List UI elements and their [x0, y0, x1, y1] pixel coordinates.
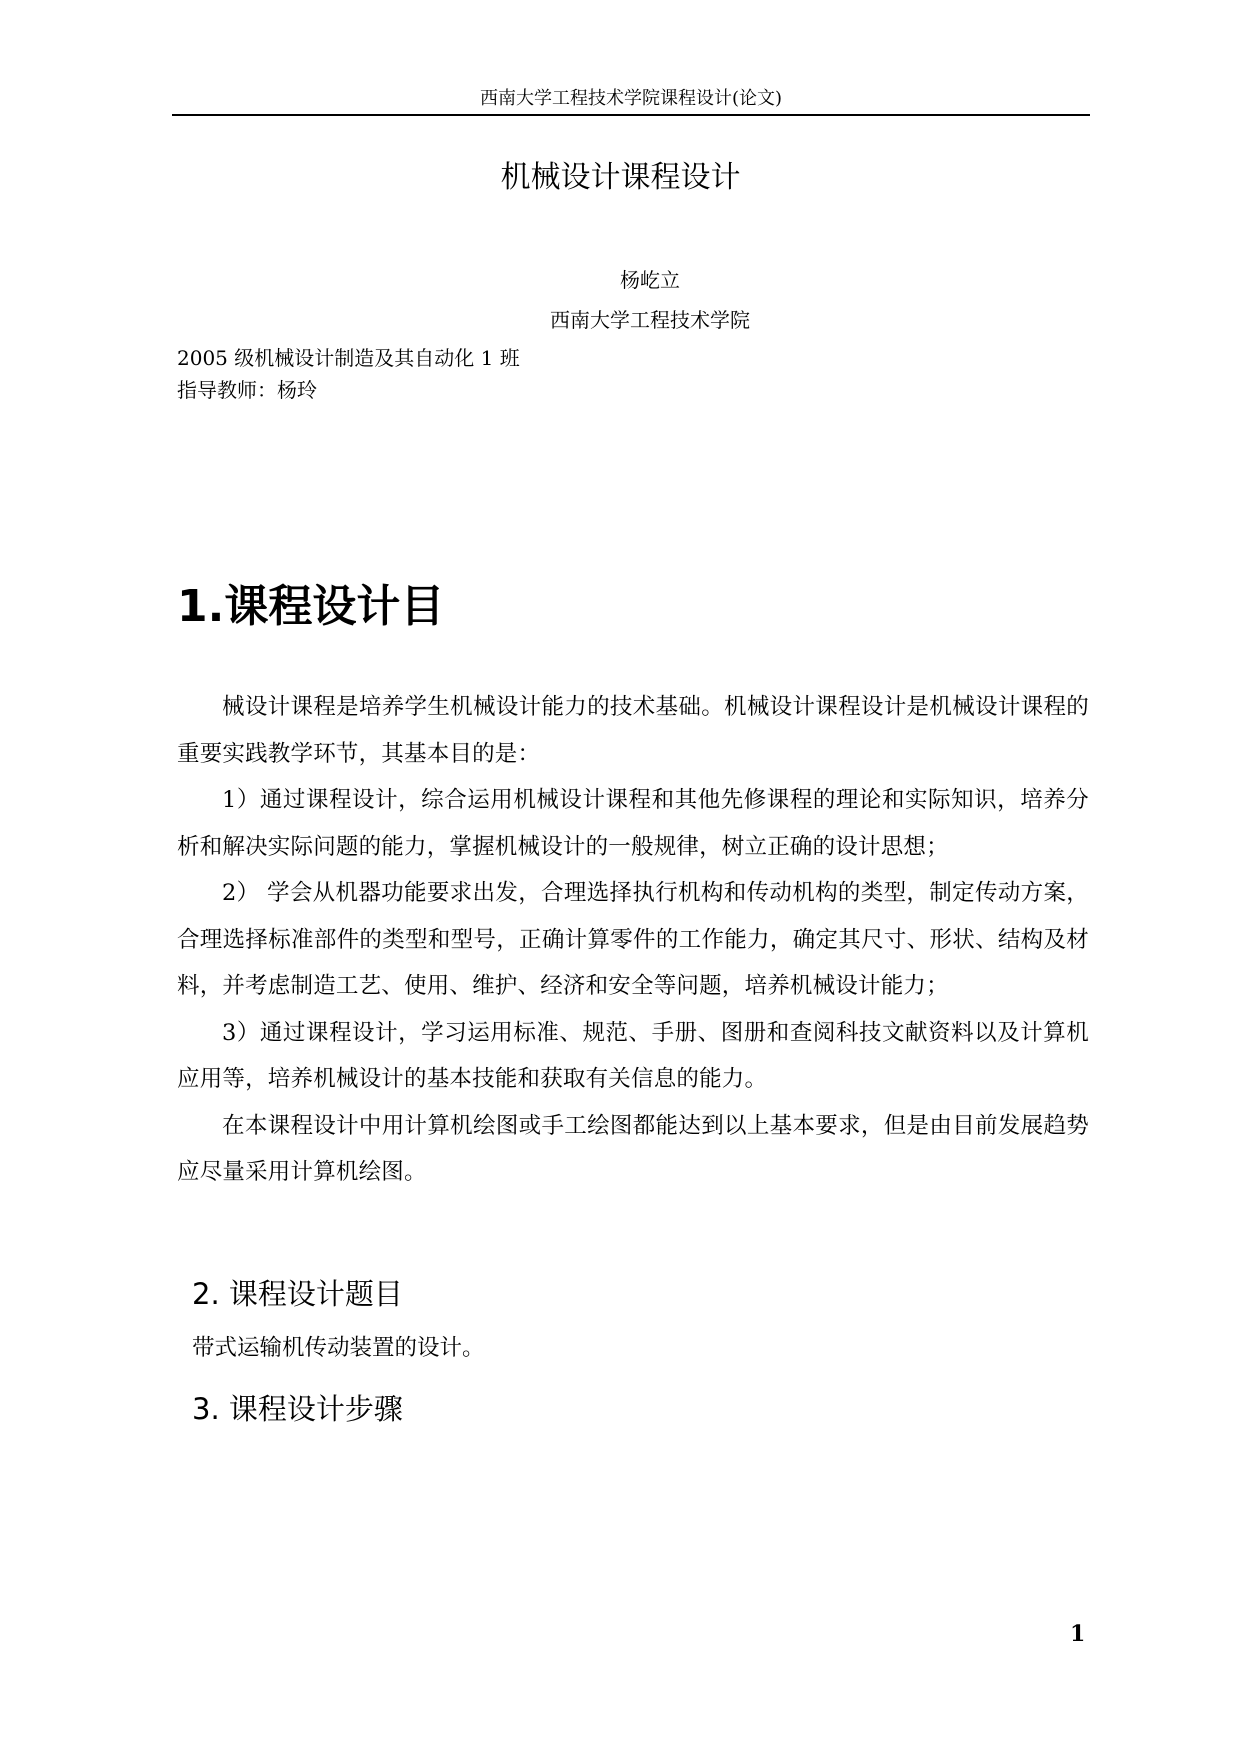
document-title: 机械设计课程设计 — [500, 160, 741, 195]
author-class: 2005 级机械设计制造及其自动化 1 班 — [177, 346, 520, 370]
page-number: 1 — [1070, 1621, 1086, 1647]
paragraph: 械设计课程是培养学生机械设计能力的技术基础。机械设计课程设计是机械设计课程的重要实践教学环节，其基本目的是： — [177, 694, 1089, 767]
author-affiliation: 西南大学工程技术学院 — [550, 308, 750, 332]
section-1-heading: 1.课程设计目 — [177, 581, 445, 632]
section-2-heading: 2. 课程设计题目 — [192, 1277, 403, 1311]
paragraph: 1）通过课程设计，综合运用机械设计课程和其他先修课程的理论和实际知识，培养分析和解决实际问题的能力，掌握机械设计的一般规律，树立正确的设计思想； — [177, 787, 1089, 860]
paragraph: 3）通过课程设计，学习运用标准、规范、手册、图册和查阅科技文献资料以及计算机应用等，培养机械设计的基本技能和获取有关信息的能力。 — [177, 1019, 1089, 1092]
header-rule — [172, 114, 1090, 116]
running-header: 西南大学工程技术学院课程设计(论文) — [479, 88, 783, 109]
section-2-body: 带式运输机传动装置的设计。 — [192, 1335, 485, 1361]
paragraph: 2） 学会从机器功能要求出发，合理选择执行机构和传动机构的类型，制定传动方案，合理选择标准部件的类型和型号，正确计算零件的工作能力，确定其尺寸、形状、结构及材料，并考虑制造工艺、使用、维护、经济和安全等问题，培养机械设计能力； — [177, 880, 1089, 999]
section-1-body — [177, 684, 1089, 1196]
section-3-heading: 3. 课程设计步骤 — [192, 1392, 403, 1426]
author-name: 杨屹立 — [620, 268, 680, 292]
paragraph: 在本课程设计中用计算机绘图或手工绘图都能达到以上基本要求，但是由目前发展趋势应尽量采用计算机绘图。 — [177, 1112, 1089, 1185]
advisor: 指导教师：杨玲 — [177, 378, 317, 402]
